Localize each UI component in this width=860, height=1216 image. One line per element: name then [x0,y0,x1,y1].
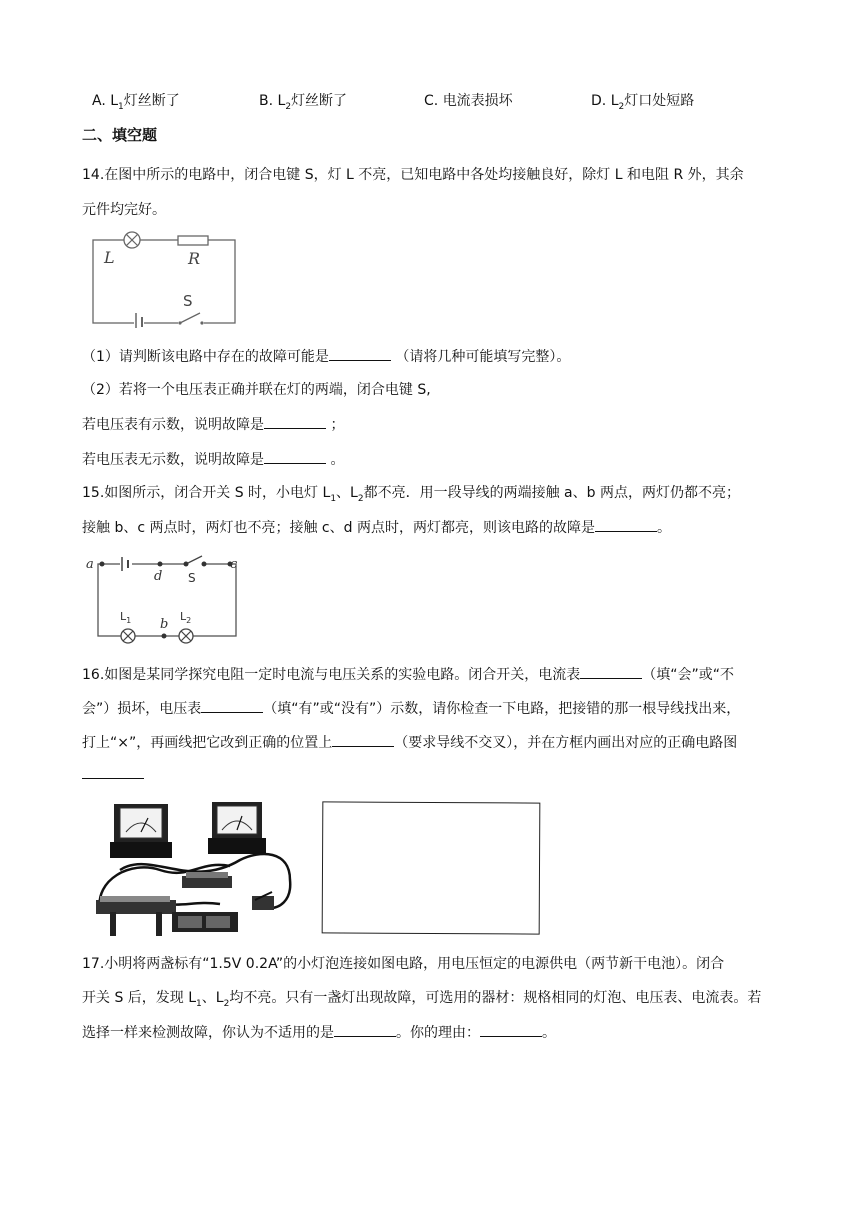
answer-blank[interactable] [332,732,394,747]
q15-line1: 15.如图所示，闭合开关 S 时，小电灯 $L_1$、$L_2$都不亮．用一段导线的两端接触 a、b 两点，两灯仍都不亮； [82,485,740,504]
q15-circuit-diagram [84,552,246,648]
option-d: D. $L_2$灯口处短路 [591,93,695,112]
answer-blank[interactable] [264,414,326,429]
section-title: 二、填空题 [82,126,158,144]
fig-label-L2: $L_2$ [180,610,192,625]
q14-line2: 元件均完好。 [82,202,166,218]
rheostat-icon [96,900,176,914]
q16-line3: 打上“×”，再画线把它改到正确的位置上 （要求导线不交叉），并在方框内画出对应的正确电路图 [82,732,737,753]
q14-p1: （1）请判断该电路中存在的故障可能是 （请将几种可能填写完整）。 [82,346,570,367]
answer-blank[interactable] [480,1022,542,1037]
q14-line1: 14.在图中所示的电路中，闭合电键 S，灯 L 不亮，已知电路中各处均接触良好，除灯 L 和电阻 R 外，其余 [82,167,744,183]
answer-blank[interactable] [580,664,642,679]
answer-blank[interactable] [264,449,326,464]
fig-label-c: c [230,557,238,572]
option-b: B. $L_2$灯丝断了 [259,93,348,112]
q14-p4: 若电压表无示数，说明故障是 。 [82,449,344,470]
answer-blank[interactable] [82,764,144,779]
q16-line1: 16.如图是某同学探究电阻一定时电流与电压关系的实验电路。闭合开关，电流表 （填“会”或“不 [82,664,734,685]
answer-blank[interactable] [329,346,391,361]
q16-line2: 会”）损坏，电压表 （填“有”或“没有”）示数，请你检查一下电路，把接错的那一根导线找出来， [82,698,740,719]
fig-label-L1: $L_1$ [120,610,132,625]
fig-label-L: L [104,248,115,267]
answer-blank[interactable] [201,698,263,713]
q14-p3: 若电压表有示数，说明故障是 ； [82,414,344,435]
fig-label-R: R [188,249,201,268]
fig-label-a: a [86,557,94,572]
option-c: C. 电流表损坏 [424,93,513,109]
q17-line3: 选择一样来检测故障，你认为不适用的是 。你的理由： 。 [82,1022,556,1043]
q14-p2: （2）若将一个电压表正确并联在灯的两端，闭合电键 S, [82,382,431,398]
fig-label-b: b [160,617,169,632]
switch-icon [252,896,274,910]
fig-label-d: d [154,569,163,584]
q15-line2: 接触 b、c 两点时，两灯也不亮；接触 c、d 两点时，两灯都亮，则该电路的故障是 。 [82,517,671,538]
resistor-icon [178,236,208,245]
q17-line2: 开关 S 后，发现 $L_1$、$L_2$均不亮。只有一盏灯出现故障，可选用的器材：规格相同的灯泡、电压表、电流表。若 [82,990,762,1009]
answer-blank[interactable] [334,1022,396,1037]
fig-label-S: S [188,571,196,585]
q17-line1: 17.小明将两盏标有“1.5V 0.2A”的小灯泡连接如图电路，用电压恒定的电源供电（两节新干电池）。闭合 [82,956,725,972]
drawing-box[interactable] [322,801,541,934]
option-a: A. $L_1$灯丝断了 [92,93,180,112]
answer-blank[interactable] [595,517,657,532]
q16-experiment-photo [90,800,300,936]
fig-label-S: S [183,292,193,310]
q14-circuit-diagram [88,228,240,328]
